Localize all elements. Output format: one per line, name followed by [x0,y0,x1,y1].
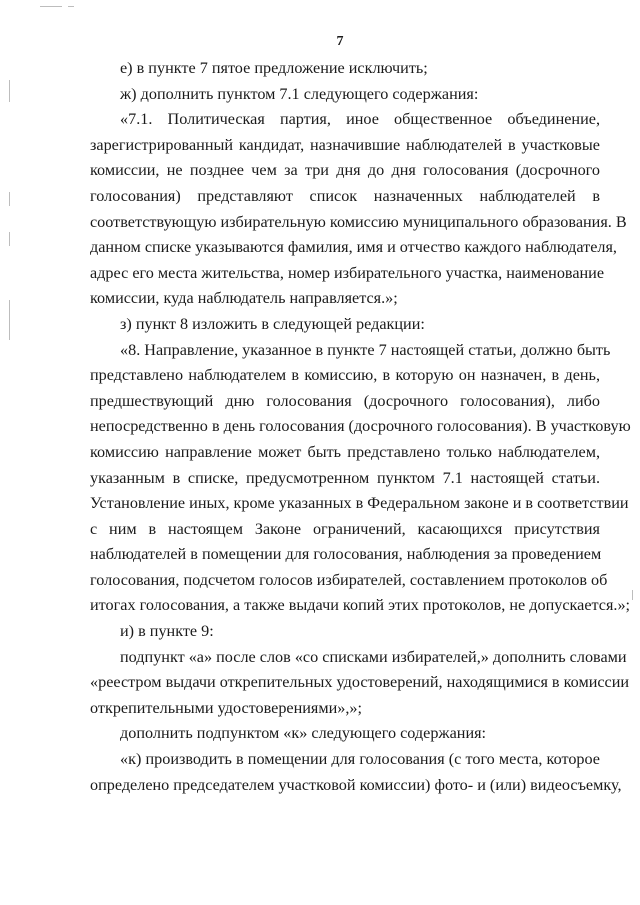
text-line: открепительными удостоверениями»,»; [90,698,363,717]
text-line: комиссию направление может быть представлено только наблюдателем, [90,442,600,461]
text-line: комиссии, куда наблюдатель направляется.»; [90,289,398,308]
text-line: непосредственно в день голосования (досрочного голосования). В участковую [90,417,631,436]
text-line: з) пункт 8 изложить в следующей редакции: [120,314,425,333]
text-line: с ним в настоящем Законе ограничений, касающихся присутствия [90,519,600,538]
text-line: е) в пункте 7 пятое предложение исключить; [120,59,428,77]
scan-artifact [40,6,62,7]
text-line: и) в пункте 9: [120,622,214,641]
text-line: данном списке указываются фамилия, имя и отчество каждого наблюдателя, [90,238,617,257]
text-line: голосования) представляют список назначенных наблюдателей в [90,186,600,205]
page-number: 7 [336,34,344,49]
text-line: «8. Направление, указанное в пункте 7 настоящей статьи, должно быть [120,340,611,359]
text-line: Установление иных, кроме указанных в Федеральном законе и в соответствии [90,494,629,513]
scan-artifact [9,300,10,340]
text-line: определено председателем участковой комиссии) фото- и (или) видеосъемку, [90,775,622,794]
text-line: комиссии, не позднее чем за три дня до дня голосования (досрочного [90,161,600,180]
text-line: предшествующий дню голосования (досрочного голосования), либо [90,391,600,410]
text-line: представлено наблюдателем в комиссию, в которую он назначен, в день, [90,366,600,385]
text-line: адрес его места жительства, номер избирательного участка, наименование [90,263,605,282]
text-line: зарегистрированный кандидат, назначившие наблюдателей в участковые [90,135,600,154]
scan-artifact [9,192,10,206]
text-line: подпункт «а» после слов «со списками избирателей,» дополнить словами [120,647,627,666]
text-line: указанным в списке, предусмотренном пунктом 7.1 настоящей статьи. [90,468,600,487]
text-line: голосования, подсчетом голосов избирателей, составлением протоколов об [90,570,608,589]
scan-artifact [68,6,74,7]
text-line: наблюдателей в помещении для голосования, наблюдения за проведением [90,545,602,564]
text-line: «7.1. Политическая партия, иное общественное объединение, [120,110,600,129]
text-line: ж) дополнить пунктом 7.1 следующего содержания: [120,84,479,103]
text-line: дополнить подпунктом «к» следующего содержания: [120,724,487,743]
text-line: итогах голосования, а также выдачи копий этих протоколов, не допускается.»; [90,596,631,615]
text-line: соответствующую избирательную комиссию муниципального образования. В [90,212,627,231]
scan-artifact [632,590,633,600]
document-body [90,56,631,798]
text-line: «реестром выдачи открепительных удостоверений, находящимися в комиссии [90,673,630,692]
text-line: «к) производить в помещении для голосования (с того места, которое [120,750,600,769]
scan-artifact [9,232,10,246]
scan-artifact [9,80,10,102]
